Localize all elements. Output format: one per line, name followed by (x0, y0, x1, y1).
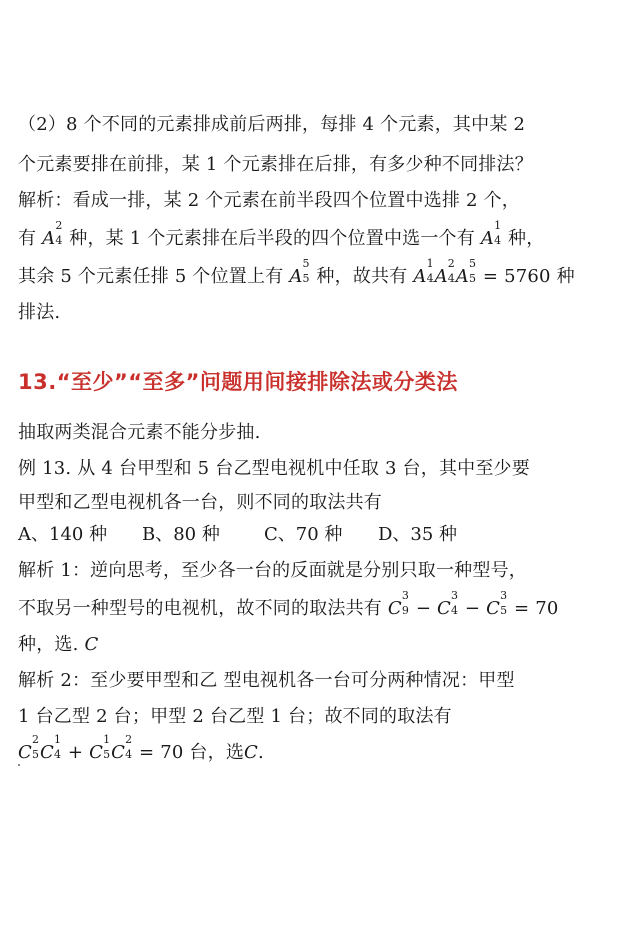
formula-combination-difference: C 3 9 − C 3 4 − C 3 5 (387, 589, 508, 619)
formula-A42: A 2 4 (42, 219, 63, 249)
text-segment: 不取另一种型号的电视机，故不同的取法共有 (18, 598, 388, 619)
formula-A55: A 5 5 (289, 257, 310, 287)
text-segment: 种， (502, 228, 545, 249)
problem-line-2: 个元素要排在前排，某 1 个元素排在后排，有多少种不同排法？ (18, 154, 533, 175)
problem-line-1: （2）8 个不同的元素排成前后两排，每排 4 个元素，其中某 2 (18, 114, 526, 135)
text-segment: 其余 5 个元素任排 5 个位置上有 (18, 266, 290, 287)
option-b: B、80 种 (142, 524, 220, 545)
solution2-line-2: 1 台乙型 2 台；甲型 2 台乙型 1 台；故不同的取法有 (18, 706, 452, 727)
text-segment: . (258, 742, 264, 763)
intro-text: 抽取两类混合元素不能分步抽. (18, 422, 261, 443)
analysis-line-3 (18, 257, 575, 288)
formula-combination-sum: C 2 5 C 1 4 + C 1 5 C 2 4 (18, 733, 133, 763)
solution1-line-3 (18, 630, 98, 656)
option-a: A、140 种 (18, 524, 108, 545)
section-heading: 13.“至少”“至多”问题用间接排除法或分类法 (18, 370, 458, 394)
answer-letter: C (244, 742, 258, 763)
example-line-1: 例 13. 从 4 台甲型和 5 台乙型电视机中任取 3 台，其中至少要 (18, 458, 530, 479)
text-segment: 种，选. (18, 634, 85, 655)
text-segment: 种，某 1 个元素排在后半段的四个位置中选一个有 (63, 228, 481, 249)
analysis-line-2 (18, 219, 545, 250)
text-segment: 有 (18, 228, 43, 249)
example-line-2: 甲型和乙型电视机各一台，则不同的取法共有 (18, 492, 382, 513)
text-segment: = 5760 种 (476, 266, 575, 287)
formula-A41: A 1 4 (480, 219, 502, 249)
solution1-line-1: 解析 1：逆向思考，至少各一台的反面就是分别只取一种型号， (18, 560, 527, 581)
text-segment: 种，故共有 (310, 266, 414, 287)
solution1-line-2 (18, 589, 559, 620)
scan-dot (18, 764, 20, 766)
analysis-line-1: 解析：看成一排，某 2 个元素在前半段四个位置中选排 2 个， (18, 190, 520, 211)
option-c: C、70 种 (264, 524, 343, 545)
formula-product: A 1 4 A 2 4 A 5 5 (413, 257, 477, 287)
solution2-line-3 (18, 733, 264, 764)
answer-letter: C (84, 634, 99, 655)
solution2-line-1: 解析 2：至少要甲型和乙 型电视机各一台可分两种情况：甲型 (18, 670, 515, 691)
text-segment: = 70 台，选 (133, 742, 245, 763)
analysis-line-4: 排法. (18, 302, 61, 323)
option-d: D、35 种 (378, 524, 458, 545)
text-segment: = 70 (508, 598, 559, 619)
